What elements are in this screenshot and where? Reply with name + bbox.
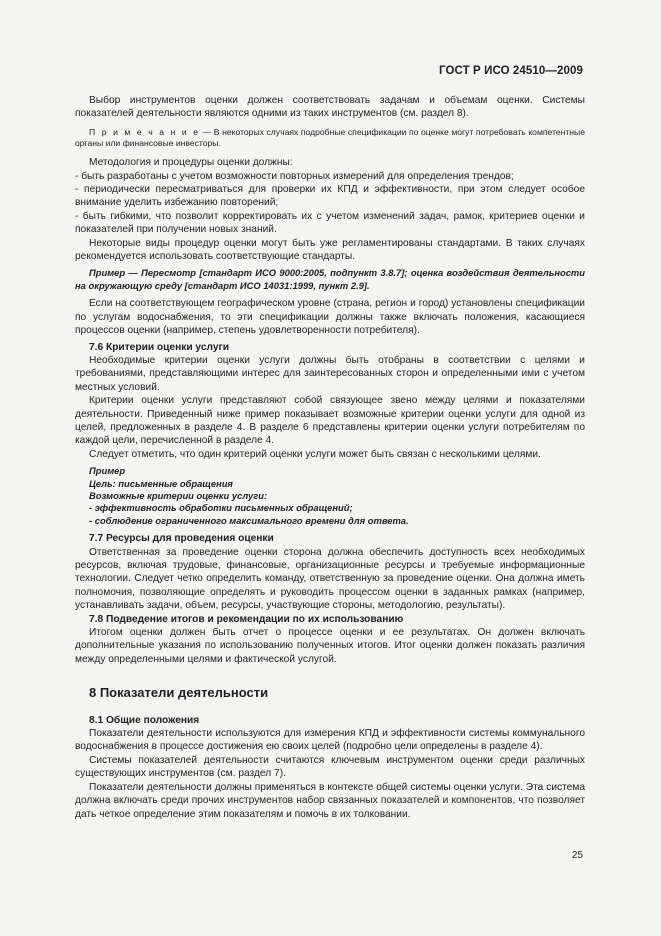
- paragraph: Некоторые виды процедур оценки могут быть уже регламентированы стандартами. В таких случаях рекомендуется использовать соответствующие стандарты.: [75, 237, 585, 263]
- paragraph: Показатели деятельности должны применяться в контексте общей системы оценки услуги. Эта система должна включать среди прочих инструментов набор связанных показателей и компонентов, что позволяет дать четкое определение этим показателям и помочь в их толковании.: [75, 781, 585, 820]
- section-heading-7-8: 7.8 Подведение итогов и рекомендации по их использованию: [89, 613, 404, 625]
- list-item: - периодически пересматриваться для проверки их КПД и эффективности, при этом следует особое внимание уделить избежанию повторений;: [75, 184, 585, 209]
- list-item: - быть разработаны с учетом возможности повторных измерений для определения трендов;: [75, 170, 514, 182]
- section-heading-8-1: 8.1 Общие положения: [89, 714, 200, 726]
- example-line: - соблюдение ограниченного максимального времени для ответа.: [89, 514, 409, 526]
- page-content: [75, 94, 585, 821]
- paragraph: Методология и процедуры оценки должны:: [89, 157, 293, 169]
- section-heading-7-7: 7.7 Ресурсы для проведения оценки: [89, 533, 274, 545]
- paragraph: Если на соответствующем географическом уровне (страна, регион и город) установлены спецификации по услугам водоснабжения, то эти спецификации должны также включать положения, касающиеся процессов оценки (например, степень удовлетворенности потребителя).: [75, 298, 585, 337]
- paragraph: Ответственная за проведение оценки сторона должна обеспечить доступность всех необходимых ресурсов, включая трудовые, финансовые, организационные ресурсы и требуемые информационные технологии. Следует четко определить команду, ответственную за проведение оценки. Она должна иметь полномочия, позволяющие определять и руководить процессом оценки в заданных рамках (например, устанавливать задачи, объем, ресурсы, участвующие стороны, методологию, результаты).: [75, 546, 585, 612]
- note-label: П р и м е ч а н и е: [89, 126, 201, 137]
- list-item: - быть гибкими, что позволит корректировать их с учетом изменений задач, рамок, критериев оценки и показателей при получении новых знаний.: [75, 210, 585, 236]
- requirements-list: [75, 170, 585, 237]
- section-heading-8: 8 Показатели деятельности: [89, 685, 269, 701]
- standard-header: ГОСТ Р ИСО 24510—2009: [438, 65, 583, 77]
- example-line: - эффективность обработки письменных обращений;: [89, 502, 353, 514]
- paragraph: Критерии оценки услуги представляют собой связующее звено между целями и показателями деятельности. Приведенный ниже пример показывает возможные критерии оценки услуги для одной из целей, предложенных в разделе 4. В разделе 6 представлены критерии оценки услуги потребителям по каждой цели, перечисленной в разделе 4.: [75, 395, 585, 447]
- paragraph: Итогом оценки должен быть отчет о процессе оценки и ее результатах. Он должен включать дополнительные указания по использованию полученных итогов. Итог оценки должен показать различия между определенными целями и фактической услугой.: [75, 627, 585, 665]
- page-number: 25: [571, 850, 583, 861]
- paragraph: Системы показателей деятельности считаются ключевым инструментом оценки среди различных существующих инструментов (см. раздел 7).: [75, 754, 585, 780]
- example-line: Возможные критерии оценки услуги:: [89, 489, 268, 501]
- paragraph: Показатели деятельности используются для измерения КПД и эффективности системы коммунального водоснабжения в процессе достижения ею своих целей (подробно цели определены в разделе 4).: [75, 728, 585, 753]
- example-block: [75, 465, 585, 527]
- paragraph: Выбор инструментов оценки должен соответствовать задачам и объемам оценки. Системы показателей деятельности являются одними из таких инструментов (см. раздел 8).: [75, 95, 585, 120]
- note: [75, 127, 585, 149]
- paragraph: Необходимые критерии оценки услуги должны быть отобраны в соответствии с целями и требованиями, представляющими интерес для заинтересованных сторон и определенными ими с учетом местных условий.: [75, 354, 585, 393]
- section-heading-7-6: 7.6 Критерии оценки услуги: [89, 341, 230, 353]
- example-line: Пример: [89, 465, 126, 477]
- paragraph: Следует отметить, что один критерий оценки услуги может быть связан с несколькими целями.: [89, 448, 541, 460]
- example-line: Цель: письменные обращения: [89, 477, 233, 489]
- example: Пример — Пересмотр [стандарт ИСО 9000:2005, подпункт 3.8.7]; оценка воздействия деятельности на окружающую среду [стандарт ИСО 14031:1999, пункт 2.9].: [75, 267, 585, 291]
- note-text: — В некоторых случаях подробные спецификации по оценке могут потребовать компетентные органы или финансовые инвесторы.: [75, 126, 586, 149]
